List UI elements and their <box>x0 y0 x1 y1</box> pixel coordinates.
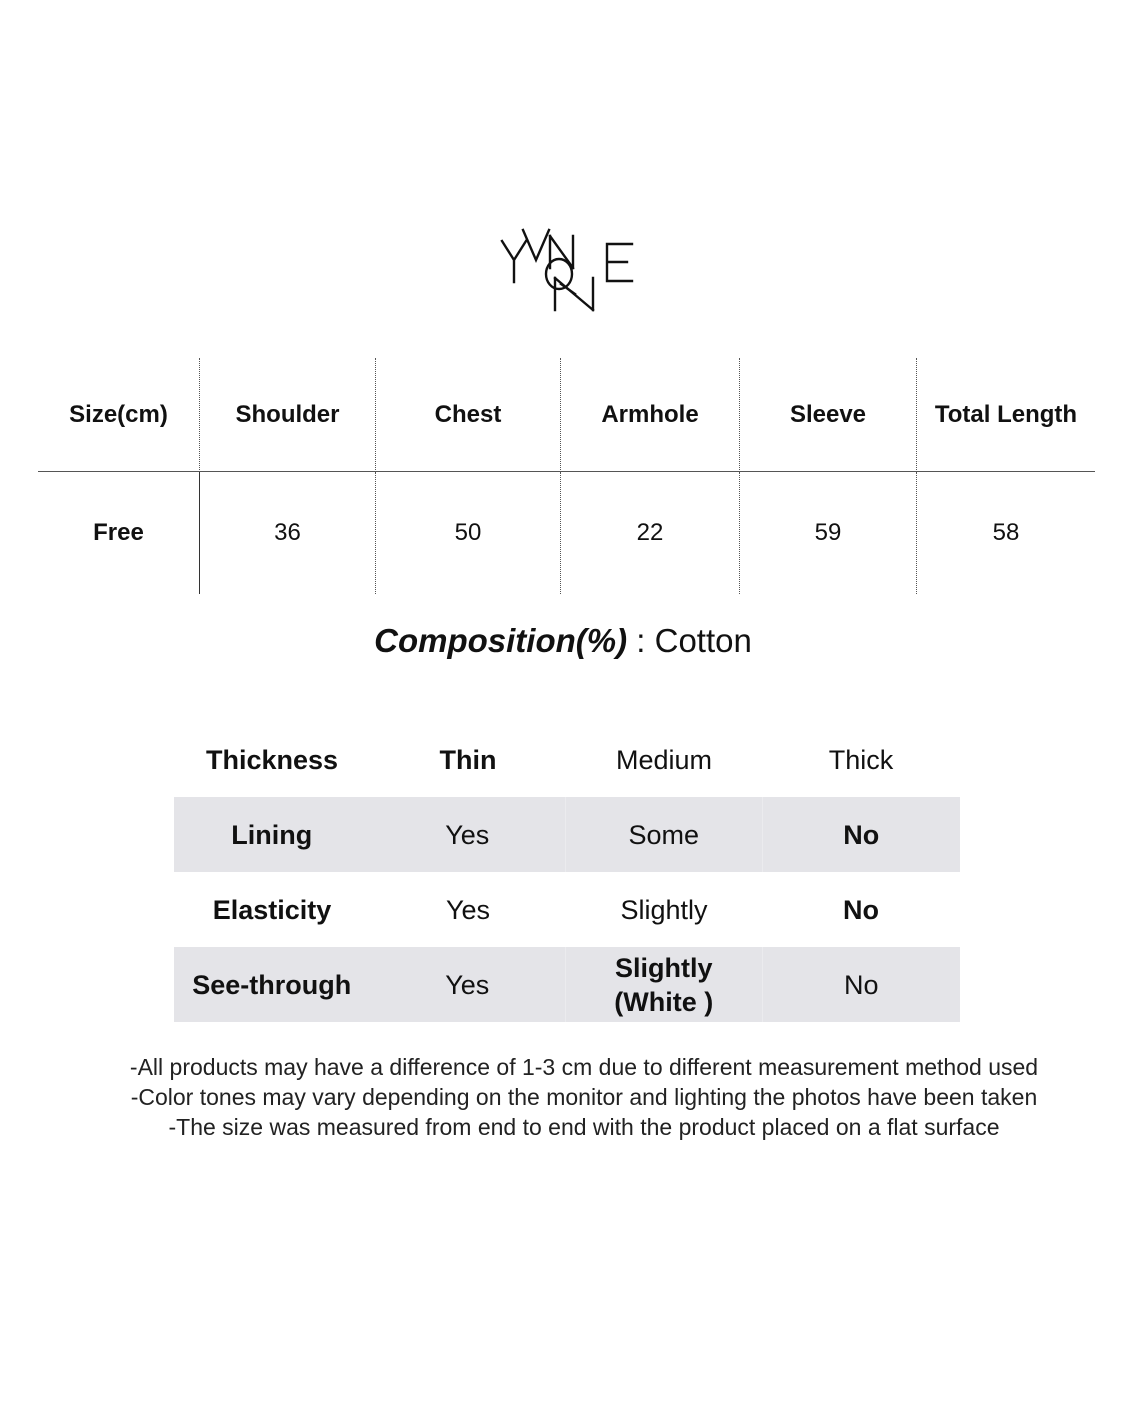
fabric-row-thickness <box>174 722 960 797</box>
note-line: -All products may have a difference of 1-3 cm due to different measurement method used <box>129 1054 1039 1080</box>
header-cell: Shoulder <box>199 358 375 472</box>
fabric-row-label: See-through <box>192 969 352 1000</box>
fabric-option: Thick <box>828 744 894 775</box>
fabric-option: Medium <box>615 744 713 775</box>
composition-separator: : <box>627 622 655 659</box>
composition-value: Cotton <box>654 622 752 659</box>
note-line: -Color tones may vary depending on the monitor and lighting the photos have been taken <box>130 1084 1038 1110</box>
fabric-row-label: Elasticity <box>212 894 332 925</box>
fabric-row-label: Thickness <box>205 744 339 775</box>
value-cell: 36 <box>199 472 375 594</box>
fabric-row-elasticity <box>174 872 960 947</box>
fabric-option: No <box>843 969 879 1000</box>
disclaimer-notes <box>0 1052 1126 1142</box>
fabric-option: Yes <box>445 894 491 925</box>
size-table-header-row <box>38 358 1095 472</box>
fabric-option: Slightly <box>620 894 708 925</box>
header-cell: Chest <box>375 358 560 472</box>
header-cell: Total Length <box>916 358 1095 472</box>
monogram-logo-icon <box>502 230 632 310</box>
value-cell: 58 <box>916 472 1095 594</box>
brand-logo <box>493 222 639 314</box>
fabric-option: No <box>843 894 879 925</box>
fabric-option: No <box>843 819 880 850</box>
fabric-row-label: Lining <box>231 819 313 850</box>
value-cell: 59 <box>739 472 916 594</box>
fabric-properties-table <box>174 722 960 1022</box>
note-line: -The size was measured from end to end with the product placed on a flat surface <box>168 1114 1000 1140</box>
fabric-option: Thin <box>439 744 497 775</box>
fabric-row-see-through <box>174 947 960 1022</box>
header-cell: Size(cm) <box>69 401 168 428</box>
fabric-option: Yes <box>445 819 490 850</box>
fabric-option: Yes <box>445 969 490 1000</box>
size-table <box>38 358 1095 594</box>
header-cell: Armhole <box>560 358 739 472</box>
value-cell: 50 <box>375 472 560 594</box>
size-table-row <box>38 472 1095 594</box>
value-cell: 22 <box>560 472 739 594</box>
header-cell: Sleeve <box>739 358 916 472</box>
fabric-option: Slightly (White ) <box>565 947 763 1022</box>
size-cell: Free <box>93 519 144 546</box>
fabric-option: Some <box>565 797 763 872</box>
composition-line <box>0 622 1126 660</box>
composition-label: Composition(%) <box>374 622 628 659</box>
fabric-row-lining <box>174 797 960 872</box>
